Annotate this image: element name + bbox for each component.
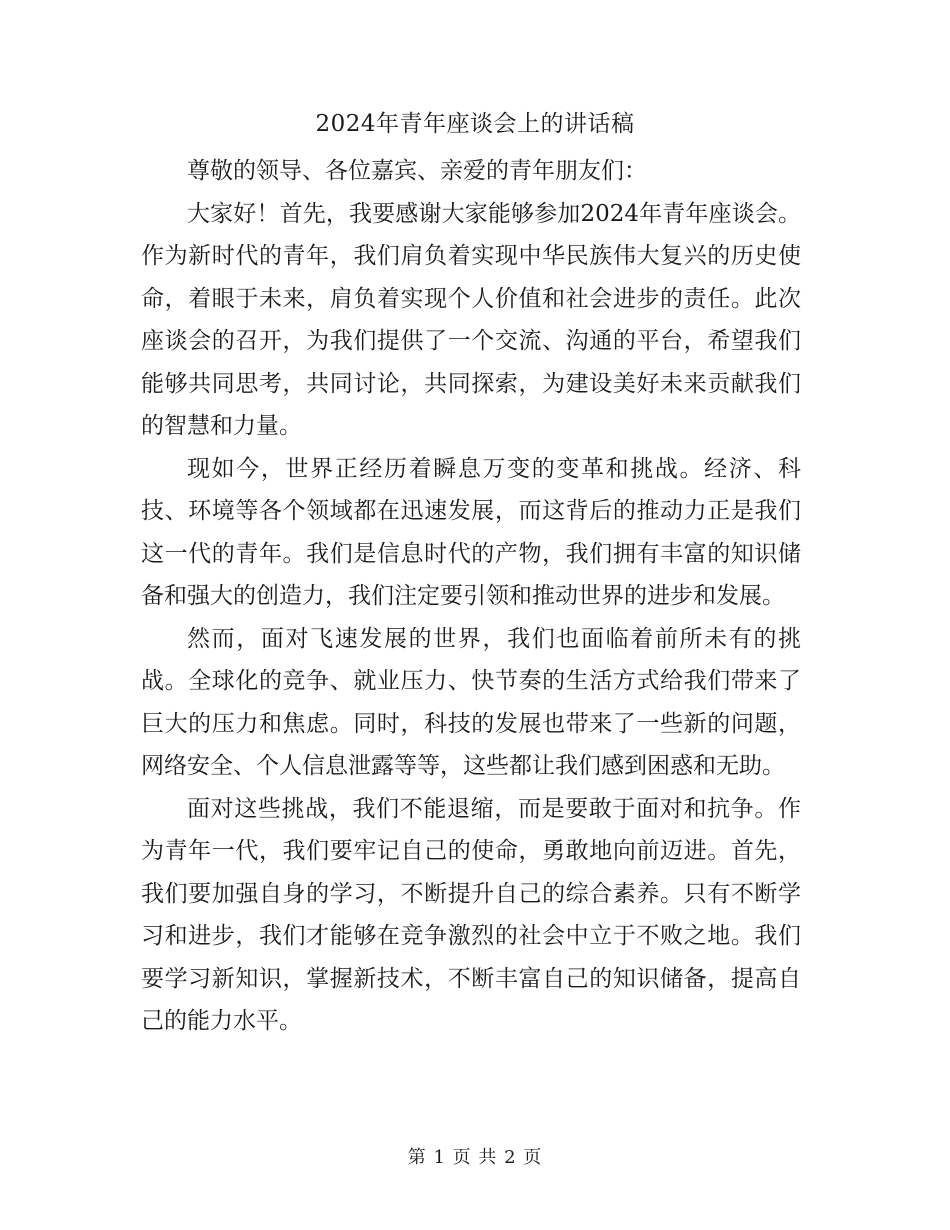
- body-paragraph: 大家好！首先，我要感谢大家能够参加2024年青年座谈会。作为新时代的青年，我们肩负着实现中华民族伟大复兴的历史使命，着眼于未来，肩负着实现个人价值和社会进步的责任。此次座谈会的召开，为我们提供了一个交流、沟通的平台，希望我们能够共同思考，共同讨论，共同探索，为建设美好未来贡献我们的智慧和力量。: [141, 200, 801, 439]
- body-paragraph: 现如今，世界正经历着瞬息万变的变革和挑战。经济、科技、环境等各个领域都在迅速发展，而这背后的推动力正是我们这一代的青年。我们是信息时代的产物，我们拥有丰富的知识储备和强大的创造力，我们注定要引领和推动世界的进步和发展。: [141, 455, 801, 609]
- document-body: [141, 150, 801, 1043]
- body-paragraph: 面对这些挑战，我们不能退缩，而是要敢于面对和抗争。作为青年一代，我们要牢记自己的使命，勇敢地向前迈进。首先，我们要加强自身的学习，不断提升自己的综合素养。只有不断学习和进步，我们才能够在竞争激烈的社会中立于不败之地。我们要学习新知识，掌握新技术，不断丰富自己的知识储备，提高自己的能力水平。: [141, 795, 801, 1034]
- body-paragraph: 然而，面对飞速发展的世界，我们也面临着前所未有的挑战。全球化的竞争、就业压力、快节奏的生活方式给我们带来了巨大的压力和焦虑。同时，科技的发展也带来了一些新的问题，网络安全、个人信息泄露等等，这些都让我们感到困惑和无助。: [141, 625, 801, 779]
- page-number-footer: 第 1 页 共 2 页: [407, 1147, 543, 1168]
- document-title: 2024年青年座谈会上的讲话稿: [315, 111, 635, 137]
- salutation-paragraph: 尊敬的领导、各位嘉宾、亲爱的青年朋友们：: [187, 158, 647, 184]
